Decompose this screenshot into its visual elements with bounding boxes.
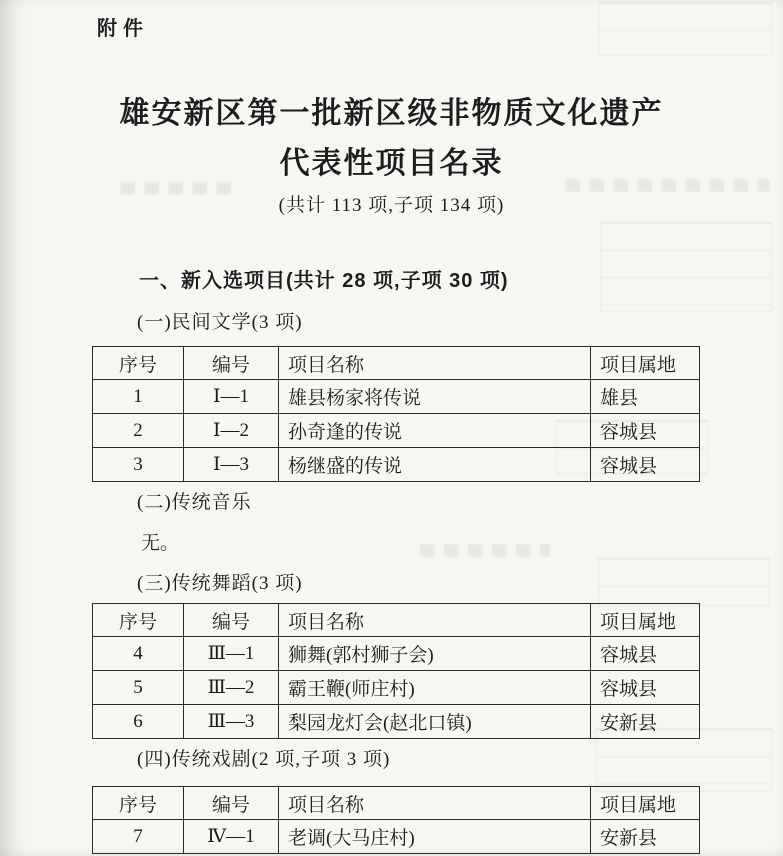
cell-name: 雄县杨家将传说: [279, 380, 591, 414]
subsection-note: 无。: [141, 533, 180, 554]
table-header-row: [93, 604, 700, 637]
subsection-heading-1: (一)民间文学(3 项): [137, 312, 303, 333]
column-header-region: 项目属地: [591, 604, 700, 637]
cell-name: 老调(大马庄村): [279, 820, 591, 854]
bleedthrough-artifact: [598, 2, 772, 56]
column-header-name: 项目名称: [279, 604, 591, 637]
table-row: [93, 705, 700, 739]
cell-index: 3: [93, 448, 184, 482]
cell-region: 容城县: [591, 637, 700, 671]
cell-index: 6: [93, 705, 184, 739]
table-header-row: [93, 787, 700, 820]
cell-region: 容城县: [591, 671, 700, 705]
cell-index: 2: [93, 414, 184, 448]
table-row: [93, 380, 700, 414]
cell-region: 容城县: [591, 414, 700, 448]
subsection-heading-3: (三)传统舞蹈(3 项): [137, 573, 303, 594]
cell-region: 雄县: [591, 380, 700, 414]
column-header-region: 项目属地: [591, 347, 700, 380]
cell-name: 霸王鞭(师庄村): [279, 671, 591, 705]
column-header-index: 序号: [93, 604, 184, 637]
table-header-row: [93, 347, 700, 380]
bleedthrough-artifact: [600, 222, 772, 312]
bleedthrough-artifact: [420, 544, 550, 557]
cell-name: 梨园龙灯会(赵北口镇): [279, 705, 591, 739]
column-header-region: 项目属地: [591, 787, 700, 820]
bleedthrough-artifact: [598, 558, 770, 606]
cell-index: 1: [93, 380, 184, 414]
cell-index: 7: [93, 820, 184, 854]
table-row: [93, 671, 700, 705]
table-row: [93, 448, 700, 482]
subsection-heading-4: (四)传统戏剧(2 项,子项 3 项): [137, 749, 391, 770]
column-header-name: 项目名称: [279, 347, 591, 380]
cell-region: 安新县: [591, 705, 700, 739]
project-table: [92, 346, 700, 482]
cell-code: Ⅰ—1: [184, 380, 279, 414]
cell-index: 4: [93, 637, 184, 671]
column-header-index: 序号: [93, 347, 184, 380]
column-header-index: 序号: [93, 787, 184, 820]
cell-code: Ⅲ—3: [184, 705, 279, 739]
column-header-code: 编号: [184, 347, 279, 380]
document-subtitle: (共计 113 项,子项 134 项): [278, 195, 505, 216]
cell-code: Ⅰ—3: [184, 448, 279, 482]
cell-code: Ⅰ—2: [184, 414, 279, 448]
cell-code: Ⅲ—2: [184, 671, 279, 705]
section-heading: 一、新入选项目(共计 28 项,子项 30 项): [139, 270, 509, 292]
document-title-line1: 雄安新区第一批新区级非物质文化遗产: [119, 97, 664, 130]
cell-code: Ⅲ—1: [184, 637, 279, 671]
cell-name: 孙奇逢的传说: [279, 414, 591, 448]
cell-name: 狮舞(郭村狮子会): [279, 637, 591, 671]
attachment-label: 附件: [97, 18, 149, 40]
column-header-name: 项目名称: [279, 787, 591, 820]
document-title-line2: 代表性项目名录: [279, 147, 504, 180]
cell-name: 杨继盛的传说: [279, 448, 591, 482]
project-table: [92, 603, 700, 739]
column-header-code: 编号: [184, 604, 279, 637]
table-row: [93, 820, 700, 854]
subsection-heading-2: (二)传统音乐: [137, 492, 252, 513]
table-row: [93, 414, 700, 448]
cell-region: 容城县: [591, 448, 700, 482]
cell-region: 安新县: [591, 820, 700, 854]
cell-code: Ⅳ—1: [184, 820, 279, 854]
project-table: [92, 786, 700, 854]
table-row: [93, 637, 700, 671]
column-header-code: 编号: [184, 787, 279, 820]
cell-index: 5: [93, 671, 184, 705]
